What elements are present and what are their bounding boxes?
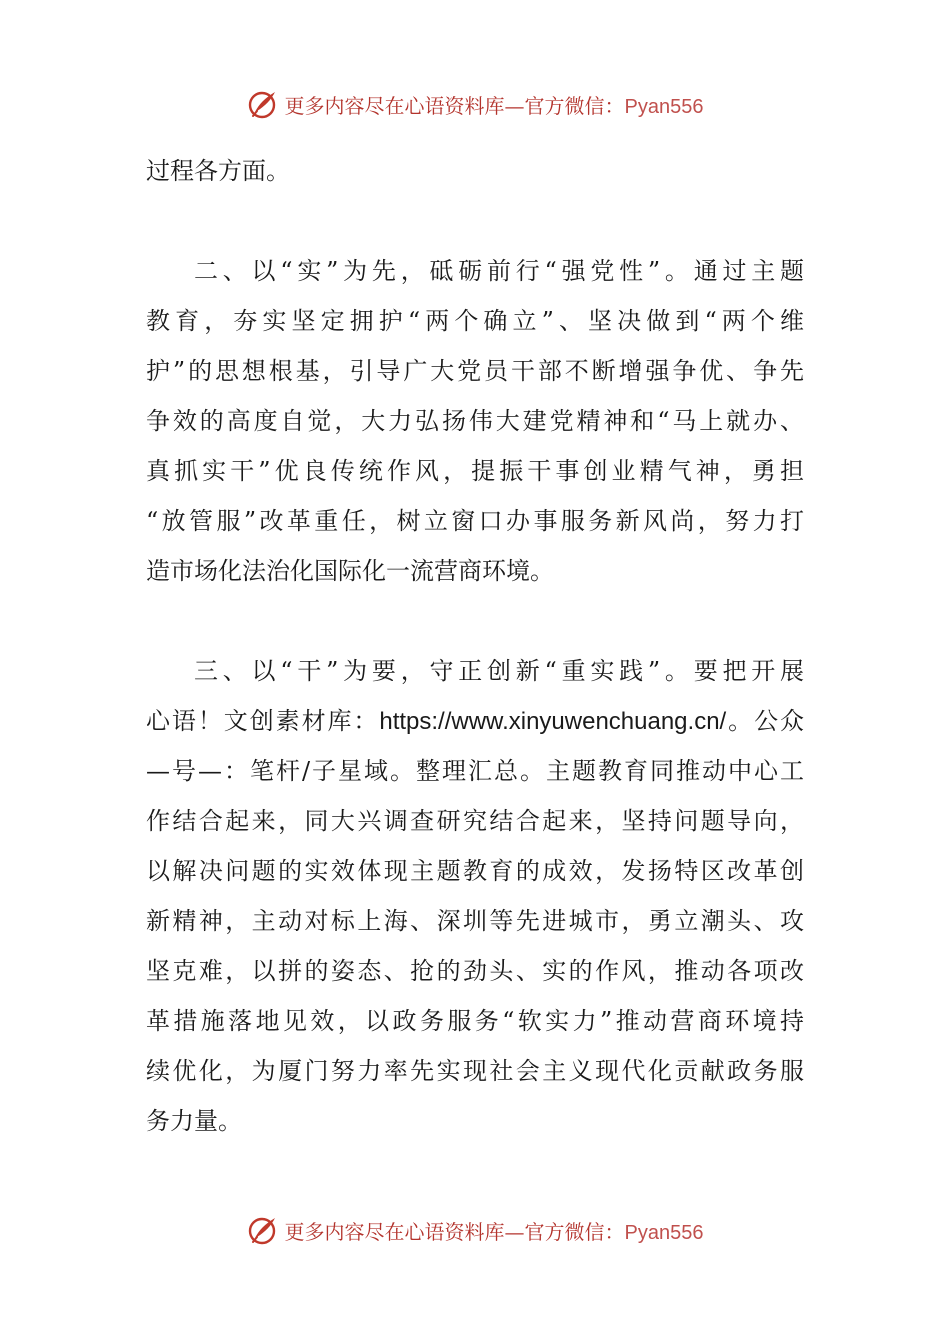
paragraph-line: 作结合起来，同大兴调查研究结合起来，坚持问题导向， — [146, 807, 804, 835]
footer-banner — [0, 1210, 950, 1250]
paragraph-line: 新精神，主动对标上海、深圳等先进城市，勇立潮头、攻 — [146, 907, 804, 935]
quill-logo-icon — [247, 88, 279, 120]
paragraph-line: 以解决问题的实效体现主题教育的成效，发扬特区改革创 — [146, 857, 804, 885]
paragraph-line: 务力量。 — [146, 1107, 242, 1135]
paragraph-line: 革措施落地见效，以政务服务“软实力”推动营商环境持 — [146, 1007, 804, 1035]
wechat-id: Pyan556 — [624, 1221, 704, 1244]
paragraph-line: 续优化，为厦门努力率先实现社会主义现代化贡献政务服 — [146, 1057, 804, 1085]
wechat-id: Pyan556 — [624, 95, 704, 118]
link-prefix: 心语！文创素材库： — [146, 707, 380, 735]
paragraph-line: 争效的高度自觉，大力弘扬伟大建党精神和“马上就办、 — [146, 407, 804, 435]
paragraph-line: 坚克难，以拼的姿态、抢的劲头、实的作风，推动各项改 — [146, 957, 804, 985]
paragraph-line: —号—：笔杆/子星域。整理汇总。主题教育同推动中心工 — [146, 757, 804, 785]
link-suffix: 。公众 — [726, 707, 804, 735]
paragraph-line: 过程各方面。 — [146, 157, 290, 185]
paragraph-line: 教育，夯实坚定拥护“两个确立”、坚决做到“两个维 — [146, 307, 804, 335]
paragraph-line-with-link — [146, 696, 804, 746]
paragraph-line: 真抓实干”优良传统作风，提振干事创业精气神，勇担 — [146, 457, 804, 485]
header-banner — [0, 84, 950, 124]
document-body — [146, 146, 804, 1146]
website-link[interactable]: https://www.xinyuwenchuang.cn/ — [379, 708, 727, 735]
paragraph-line: 三、以“干”为要，守正创新“重实践”。要把开展 — [194, 657, 804, 685]
quill-logo-icon — [247, 1214, 279, 1246]
footer-banner-text: 更多内容尽在心语资料库—官方微信：Pyan556 — [284, 1219, 704, 1244]
paragraph-line: 护”的思想根基，引导广大党员干部不断增强争优、争先 — [146, 357, 804, 385]
paragraph-line: “放管服”改革重任，树立窗口办事服务新风尚，努力打 — [146, 507, 804, 535]
paragraph-line: 造市场化法治化国际化一流营商环境。 — [146, 557, 554, 585]
header-banner-text: 更多内容尽在心语资料库—官方微信：Pyan556 — [284, 93, 704, 118]
paragraph-line: 二、以“实”为先，砥砺前行“强党性”。通过主题 — [194, 257, 804, 285]
